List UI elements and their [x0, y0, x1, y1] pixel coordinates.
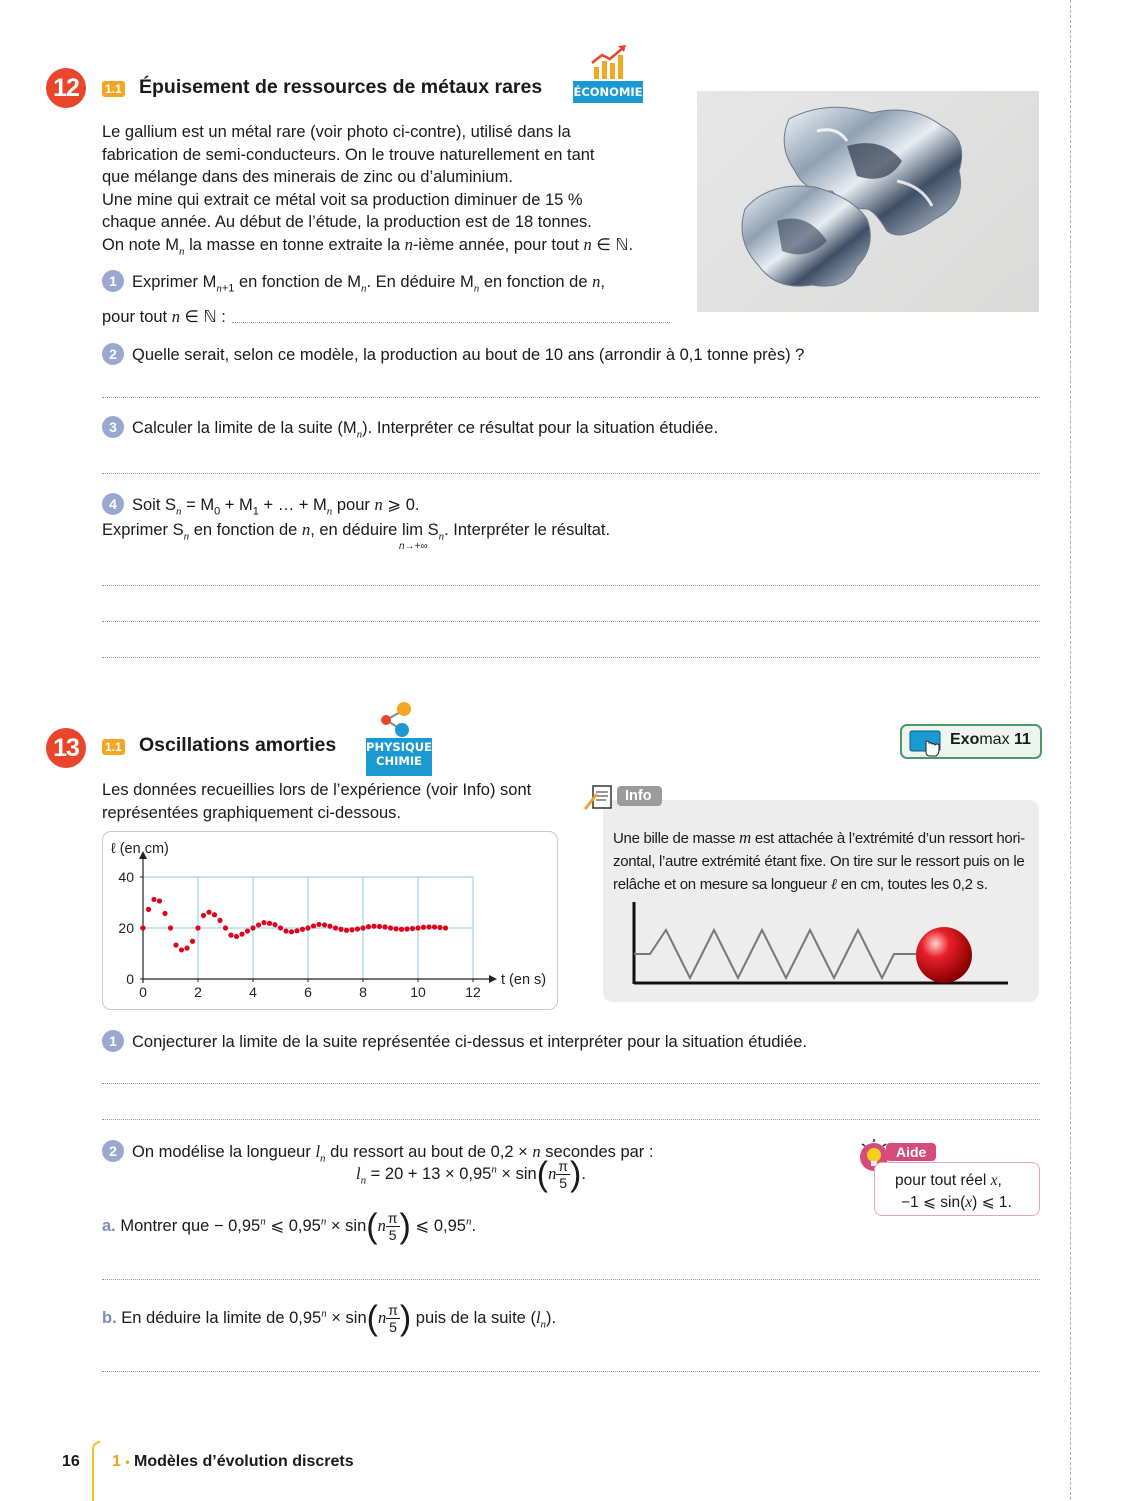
info-text-part: en cm, toutes les 0,2 s.	[836, 876, 988, 893]
data-point	[294, 928, 299, 933]
intro-line: représentées graphiquement ci-dessous.	[102, 803, 402, 822]
chapter-label	[112, 1453, 354, 1471]
data-point	[421, 925, 426, 930]
data-point	[355, 926, 360, 931]
aide-text-part: −1 ⩽ sin(	[901, 1194, 966, 1211]
ex12-question-1-cont: pour tout n ∈ ℕ :	[102, 307, 226, 326]
aide-text	[895, 1170, 1012, 1214]
aide-text-part: ) ⩽ 1.	[972, 1194, 1012, 1211]
data-point	[338, 927, 343, 932]
data-point	[168, 925, 173, 930]
answer-line[interactable]	[102, 1371, 1040, 1372]
question-number: 2	[102, 343, 124, 365]
data-point	[157, 898, 162, 903]
exomax-button[interactable]	[900, 724, 1042, 759]
exercise-title: Oscillations amorties	[139, 734, 337, 756]
question-number: 4	[102, 493, 124, 515]
data-point	[432, 924, 437, 929]
part-label: a.	[102, 1216, 116, 1235]
info-text	[613, 826, 1033, 897]
data-point	[437, 925, 442, 930]
exomax-number: 11	[1014, 731, 1031, 748]
intro-line: chaque année. Au début de l’étude, la production est de 18 tonnes.	[102, 213, 592, 231]
part-label: b.	[102, 1308, 117, 1327]
ex13-question-1	[102, 1030, 1002, 1054]
data-point	[426, 924, 431, 929]
question-number: 1	[102, 270, 124, 292]
aide-var: x	[965, 1194, 973, 1211]
data-point	[349, 927, 354, 932]
data-point	[377, 924, 382, 929]
level-tag: 1.1	[102, 739, 125, 755]
data-point	[322, 922, 327, 927]
aide-text-part: ,	[997, 1172, 1002, 1189]
data-point	[267, 921, 272, 926]
intro-line: fabrication de semi-conducteurs. On le trouve naturellement en tant	[102, 145, 595, 164]
tablet-hand-icon	[908, 728, 946, 758]
exomax-pre: Exo	[950, 731, 980, 748]
question-text: Quelle serait, selon ce modèle, la production au bout de 10 ans (arrondir à 0,1 tonne près) ?	[132, 346, 805, 364]
exomax-label	[950, 731, 1031, 749]
data-point	[206, 910, 211, 915]
data-point	[344, 928, 349, 933]
info-text-part: relâche et on mesure sa longueur	[613, 876, 831, 893]
data-point	[162, 911, 167, 916]
x-tick-label: 6	[304, 984, 312, 1000]
exomax-post: max	[979, 731, 1010, 748]
data-point	[179, 947, 184, 952]
x-axis-arrow	[489, 975, 497, 983]
answer-line[interactable]	[102, 397, 1040, 398]
ex13-part-a: a. Montrer que − $0,95^n$ ⩽ $0,95^n \times \sin(n$ $\frac{\pi}{5}$ ) ⩽ 0,95$^n$.	[102, 1207, 477, 1246]
intro-line: Les données recueillies lors de l’expérience (voir Info) sont	[102, 781, 532, 799]
info-text-part: zontal, l’autre extrémité étant fixe. On tire sur le ressort puis on le	[613, 853, 1025, 870]
y-axis-label: ℓ (en cm)	[111, 841, 169, 857]
exercise-number: 12	[46, 68, 86, 108]
intro-line-notation: On note $M_n$ la masse en tonne extraite la n-ième année, pour tout n ∈ ℕ.	[102, 234, 634, 257]
answer-line[interactable]	[102, 621, 1040, 622]
exercise-title: Épuisement de ressources de métaux rares	[139, 76, 543, 98]
data-point	[239, 932, 244, 937]
answer-line[interactable]	[102, 1279, 1040, 1280]
data-point	[212, 912, 217, 917]
data-point	[173, 942, 178, 947]
x-tick-label: 2	[194, 984, 202, 1000]
x-tick-label: 0	[139, 984, 147, 1000]
physique-chimie-badge	[366, 738, 432, 776]
question-number: 1	[102, 1030, 124, 1052]
data-point	[228, 933, 233, 938]
ex12-question-1: 1 Exprimer $M_{n+1}$ en fonction de $M_n$. En déduire $M_n$ en fonction de n,	[102, 270, 682, 300]
data-point	[404, 926, 409, 931]
data-point	[245, 928, 250, 933]
data-point	[278, 925, 283, 930]
chapter-number: 1	[112, 1453, 121, 1470]
data-point	[305, 925, 310, 930]
molecule-icon	[378, 700, 414, 738]
intro-line: Une mine qui extrait ce métal voit sa production diminuer de 15 %	[102, 190, 583, 209]
data-point	[146, 907, 151, 912]
intro-line: que mélange dans des minerais de zinc ou d’aluminium.	[102, 168, 513, 186]
badge-line: PHYSIQUE	[366, 740, 432, 754]
data-point	[201, 913, 206, 918]
data-point	[283, 928, 288, 933]
answer-line[interactable]	[102, 657, 1040, 658]
intro-line: Le gallium est un métal rare (voir photo ci-contre), utilisé dans la	[102, 123, 571, 141]
question-text: Conjecturer la limite de la suite représentée ci-dessus et interpréter pour la situation étudiée.	[132, 1033, 808, 1051]
data-point	[289, 929, 294, 934]
answer-line[interactable]	[102, 585, 1040, 586]
data-point	[234, 934, 239, 939]
y-tick-label: 20	[118, 920, 134, 936]
y-tick-label: 40	[118, 869, 134, 885]
info-var: m	[739, 828, 752, 847]
exercise-number: 13	[46, 728, 86, 768]
data-point	[140, 925, 145, 930]
data-point	[300, 927, 305, 932]
data-point	[415, 925, 420, 930]
economie-badge: ÉCONOMIE	[573, 81, 643, 103]
x-axis-label: t (en s)	[501, 972, 547, 988]
scroll-pen-icon	[583, 782, 617, 812]
data-point	[151, 897, 156, 902]
x-tick-label: 4	[249, 984, 257, 1000]
data-point	[410, 926, 415, 931]
info-text-part: est attachée à l’extrémité d’un ressort hori-	[751, 830, 1025, 847]
spring-ball-diagram	[630, 902, 1010, 986]
x-tick-label: 8	[359, 984, 367, 1000]
data-point	[256, 922, 261, 927]
x-tick-label: 10	[410, 984, 426, 1000]
answer-line[interactable]	[102, 1083, 1040, 1084]
data-point	[399, 927, 404, 932]
answer-line[interactable]	[102, 473, 1040, 474]
aide-label: Aide	[886, 1143, 936, 1161]
data-point	[272, 922, 277, 927]
data-point	[261, 920, 266, 925]
data-point	[250, 925, 255, 930]
level-tag: 1.1	[102, 81, 125, 97]
aide-text-part: pour tout réel	[895, 1172, 991, 1189]
answer-line[interactable]	[232, 322, 670, 323]
ex13-question-2: 2 On modélise la longueur $l_n$ du ressort au bout de 0,2 × n secondes par :	[102, 1140, 802, 1170]
data-point	[217, 918, 222, 923]
ex12-question-2	[102, 343, 1002, 367]
data-point	[366, 924, 371, 929]
data-point	[190, 939, 195, 944]
data-point	[333, 925, 338, 930]
data-point	[371, 924, 376, 929]
data-point	[360, 925, 365, 930]
data-point	[382, 924, 387, 929]
ex13-intro	[102, 779, 572, 824]
ex12-intro	[102, 121, 682, 262]
question-number: 3	[102, 416, 124, 438]
ex12-question-4: 4 Soit $S_n = M_0 + M_1$ + … + $M_n$ pour n ⩾ 0.	[102, 493, 1002, 523]
x-tick-label: 12	[465, 984, 481, 1000]
info-var: ℓ	[830, 877, 837, 893]
chapter-sep: •	[125, 1455, 130, 1469]
data-point	[195, 925, 200, 930]
aide-var: x	[990, 1172, 998, 1189]
aide-box	[874, 1162, 1040, 1216]
page-number: 16	[62, 1453, 80, 1470]
badge-line: CHIMIE	[376, 754, 422, 768]
data-point	[311, 923, 316, 928]
ex13-part-b: b. En déduire la limite de $0,95^n \times \sin(n$ $\frac{\pi}{5}$ ) puis de la suite $(l_n)$.	[102, 1299, 557, 1338]
y-tick-label: 0	[126, 971, 134, 987]
gallium-photo	[697, 91, 1039, 312]
answer-line[interactable]	[102, 1119, 1040, 1120]
data-point	[393, 926, 398, 931]
cut-line	[1070, 0, 1071, 1500]
data-point	[327, 924, 332, 929]
chart-growth-icon	[590, 43, 630, 81]
footer-divider	[92, 1441, 100, 1501]
data-point	[388, 925, 393, 930]
ex12-question-3: 3 Calculer la limite de la suite $(M_n)$. Interpréter ce résultat pour la situation étudiée.	[102, 416, 1002, 446]
chart-frame	[102, 831, 558, 1010]
chapter-title: Modèles d’évolution discrets	[134, 1453, 354, 1470]
info-label: Info	[617, 786, 662, 806]
data-point	[223, 925, 228, 930]
info-text-part: Une bille de masse	[613, 830, 740, 847]
question-number: 2	[102, 1140, 124, 1162]
formula-ln: $l_n = 20 + 13 \times 0,95^n \times \sin(n$ $\frac{\pi}{5}$ ).	[356, 1155, 586, 1194]
scatter-chart	[103, 832, 557, 1009]
data-point	[443, 925, 448, 930]
ex12-question-4-cont: Exprimer $S_n$ en fonction de n, en déduire lim n→+∞ $S_n$. Interpréter le résultat.	[102, 520, 611, 552]
data-point	[316, 922, 321, 927]
gallium-illustration	[697, 91, 1039, 312]
data-point	[184, 946, 189, 951]
